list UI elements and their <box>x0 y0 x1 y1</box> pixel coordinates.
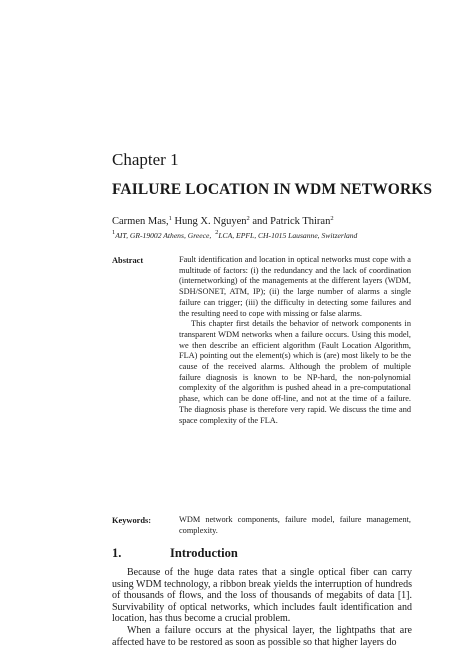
author-1-affil-mark: 1 <box>168 215 172 222</box>
affil-2-mark: 2 <box>215 229 219 236</box>
abstract-body <box>179 255 411 426</box>
chapter-title: FAILURE LOCATION IN WDM NETWORKS <box>112 181 433 198</box>
abstract-label: Abstract <box>112 256 144 265</box>
chapter-label: Chapter 1 <box>112 150 179 169</box>
author-1: Carmen Mas, <box>112 216 169 227</box>
abstract-paragraph-2: This chapter first details the behavior of network components in transparent WDM networks when a failure occurs. Using this model, we then describe an efficient algorithm (Fault Location Algorithm, FLA) pointing out the element(s) which is (are) most likely to be the cause of the received alarms. Although the problem of multiple failure diagnosis is known to be NP-hard, the non-polynomial complexity of the algorithm is pushed ahead in a pre-computational phase, which can be done off-line, and not at the time of a failure. The diagnosis phase is therefore very rapid. We discuss the time and space complexity of the FLA. <box>179 319 411 425</box>
author-2: Hung X. Nguyen <box>171 216 247 227</box>
section-number: 1. <box>112 546 122 560</box>
affil-2-text: LCA, EPFL, CH-1015 Lausanne, Switzerland <box>218 231 358 240</box>
affiliation-line <box>112 231 357 240</box>
author-3-affil-mark: 2 <box>330 215 334 222</box>
abstract-paragraph-1: Fault identification and location in optical networks must cope with a multitude of factors: (i) the redundancy and the lack of coordination (internetworking) of the managements at the different layers (WDM, SDH/SONET, ATM, IP); (ii) the large number of alarms a single failure can trigger; (iii) the difficulty in detecting some failures and the resulting need to cope with missing or false alarms. <box>179 255 411 318</box>
affil-1-mark: 1 <box>112 229 116 236</box>
author-line <box>112 216 334 227</box>
affil-1-text: AIT, GR-19002 Athens, Greece, <box>115 231 212 240</box>
body-paragraph-2: When a failure occurs at the physical layer, the lightpaths that are affected have to be restored as soon as possible so that higher layers do <box>112 624 412 648</box>
author-2-affil-mark: 2 <box>246 215 250 222</box>
keywords-text: WDM network components, failure model, failure management, complexity. <box>179 515 411 535</box>
keywords-label: Keywords: <box>112 516 152 525</box>
section-title: Introduction <box>170 546 238 560</box>
body-paragraph-1: Because of the huge data rates that a single optical fiber can carry using WDM technology, a ribbon break yields the interruption of hundreds of thousands of flows, and the loss of thousands of megabits of data [1]. Survivability of optical networks, which includes fault identification and location, has thus become a crucial problem. <box>112 567 412 625</box>
author-3: and Patrick Thiran <box>249 216 331 227</box>
body-text <box>112 567 412 648</box>
section-heading <box>112 546 238 561</box>
